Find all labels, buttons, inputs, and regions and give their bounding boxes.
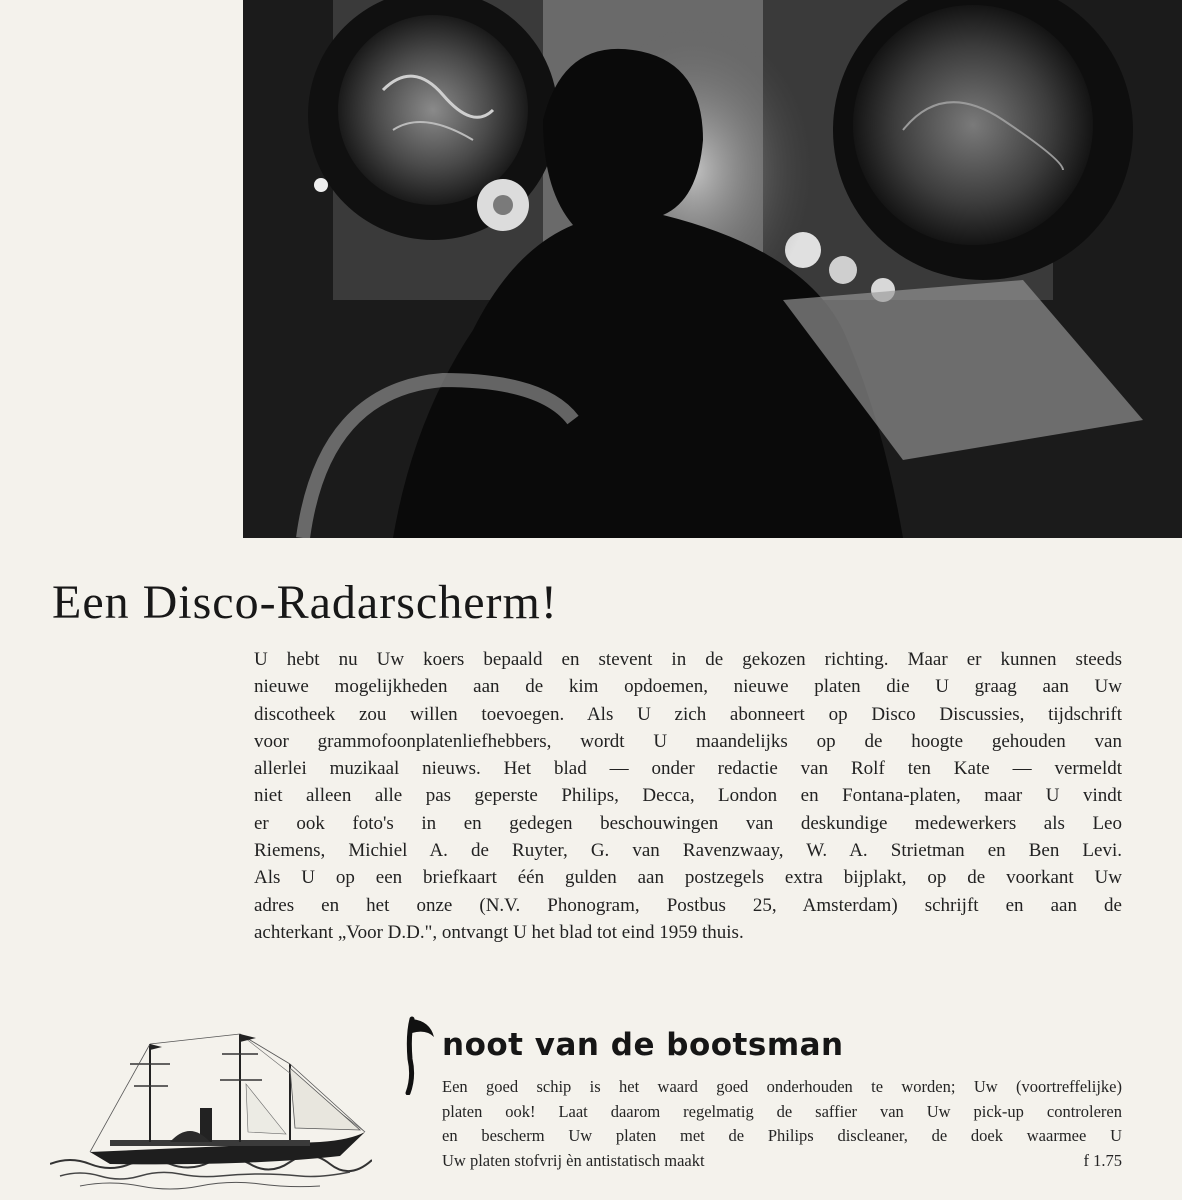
body-line: nieuwe mogelijkheden aan de kim opdoemen, nieuwe platen die U graag aan Uw	[254, 676, 1122, 698]
body-line: discotheek zou willen toevoegen. Als U zich abonneert op Disco Discussies, tijdschrift	[254, 703, 1122, 725]
note-last-text: Uw platen stofvrij èn antistatisch maakt	[442, 1150, 705, 1170]
body-line: adres en het onze (N.V. Phonogram, Postbus 25, Amsterdam) schrijft en aan de	[254, 894, 1122, 916]
radar-console-photo	[243, 0, 1182, 538]
note-paragraph	[442, 1075, 1122, 1173]
body-line: er ook foto's in en gedegen beschouwingen van deskundige medewerkers als Leo	[254, 812, 1122, 834]
body-line: allerlei muzikaal nieuws. Het blad — onder redactie van Rolf ten Kate — vermeldt	[254, 758, 1122, 780]
price-label: f 1.75	[1083, 1150, 1122, 1170]
body-line: Riemens, Michiel A. de Ruyter, G. van Ravenzwaay, W. A. Strietman en Ben Levi.	[254, 840, 1122, 862]
page-title: Een Disco-Radarscherm!	[52, 576, 558, 629]
note-line: Een goed schip is het waard goed onderhouden te worden; Uw (voortreffelijke)	[442, 1077, 1122, 1096]
note-line-last	[442, 1149, 1122, 1174]
note-line: platen ook! Laat daarom regelmatig de saffier van Uw pick-up controleren	[442, 1101, 1122, 1121]
sailing-steamship-illustration	[50, 1024, 372, 1194]
body-line: Als U op een briefkaart één gulden aan postzegels extra bijplakt, op de voorkant Uw	[254, 867, 1122, 889]
music-note-icon	[404, 1015, 438, 1095]
body-line: U hebt nu Uw koers bepaald en stevent in de gekozen richting. Maar er kunnen steeds	[254, 649, 1122, 670]
body-line: achterkant „Voor D.D.", ontvangt U het blad tot eind 1959 thuis.	[254, 921, 744, 943]
body-line: niet alleen alle pas geperste Philips, Decca, London en Fontana-platen, maar U vindt	[254, 785, 1122, 807]
body-line: voor grammofoonplatenliefhebbers, wordt U maandelijks op de hoogte gehouden van	[254, 730, 1122, 752]
body-paragraph	[254, 646, 1122, 946]
note-line: en bescherm Uw platen met de Philips discleaner, de doek waarmee U	[442, 1126, 1122, 1145]
note-title: noot van de bootsman	[442, 1027, 844, 1063]
